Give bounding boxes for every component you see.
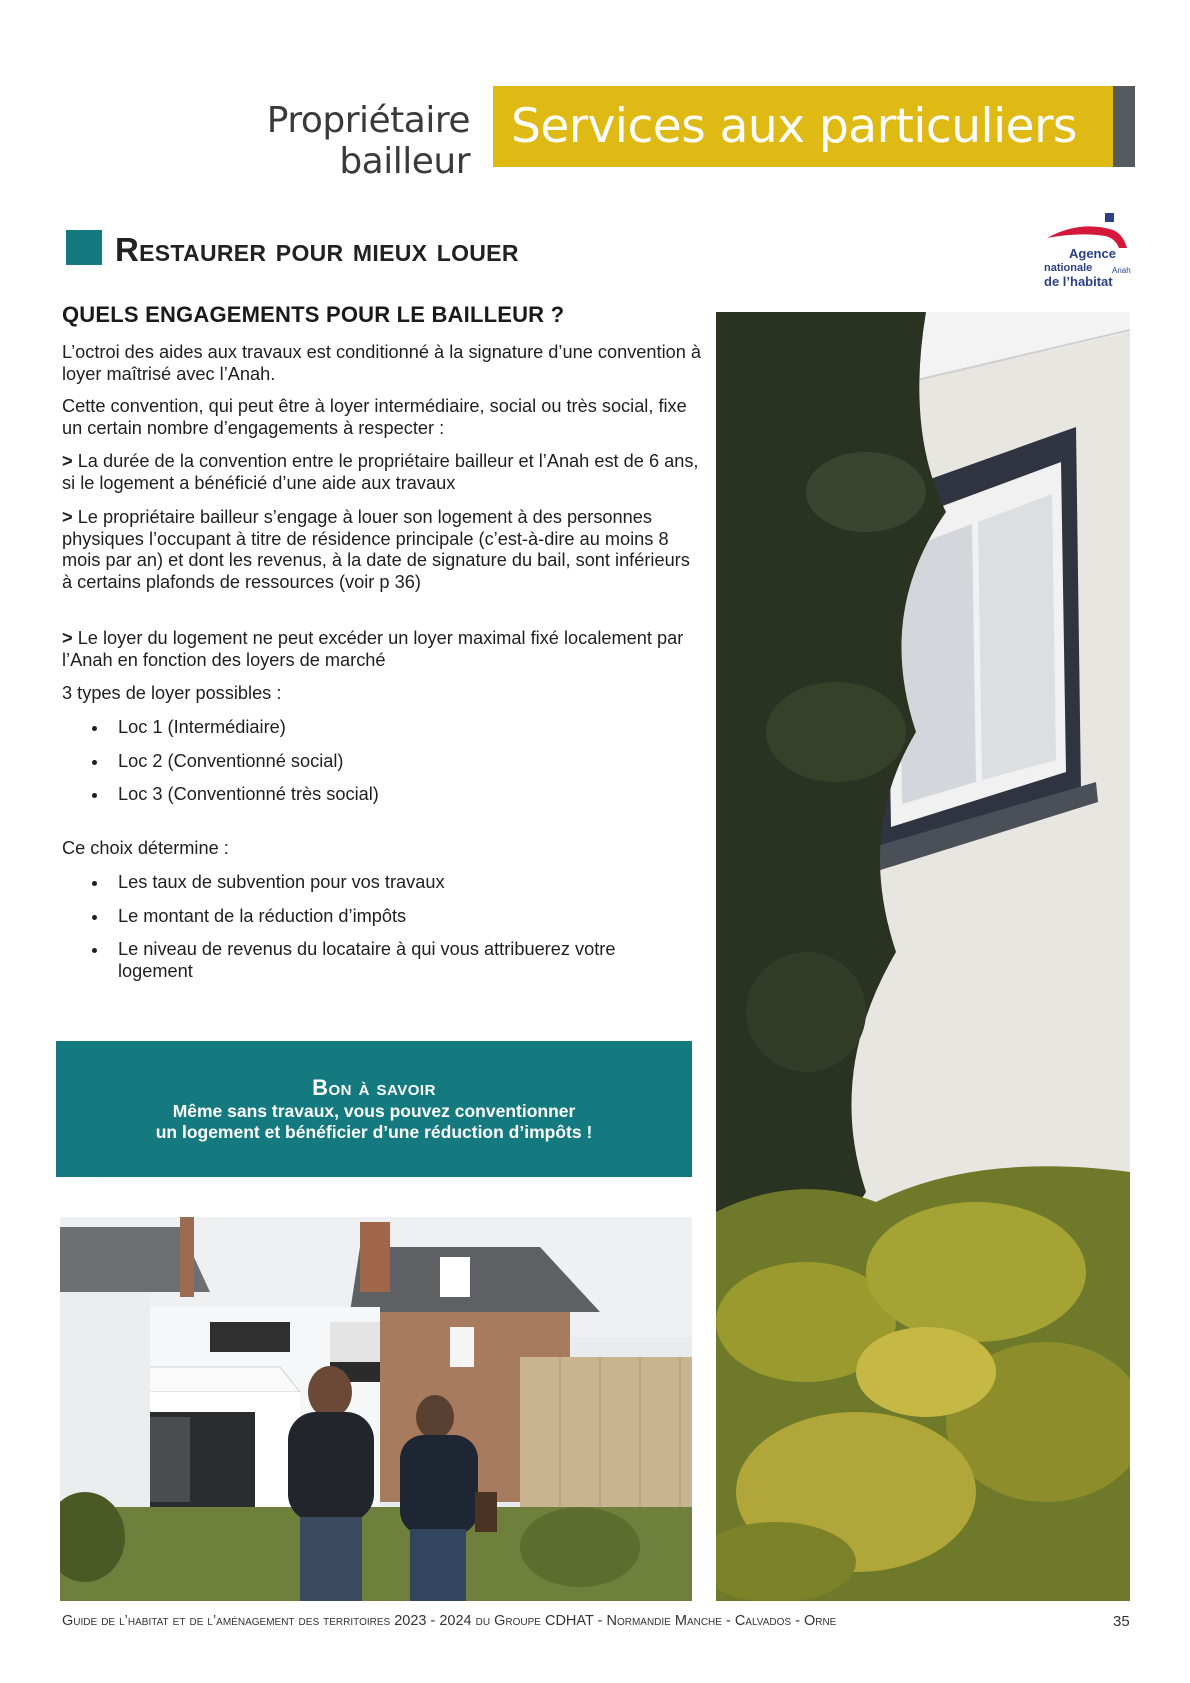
facade-photo-image [716, 312, 1130, 1601]
types-intro: 3 types de loyer possibles : [62, 683, 282, 703]
paragraph-5 [62, 628, 702, 671]
paragraph-5-text: Le loyer du logement ne peut excéder un loyer maximal fixé localement par l’Anah en fonction des loyers de marché [62, 628, 684, 670]
logo-line-3: Anah [1112, 266, 1131, 275]
list-item: Les taux de subvention pour vos travaux [92, 872, 692, 894]
page-number: 35 [1113, 1613, 1130, 1630]
logo-line-4: de l’habitat [1044, 274, 1113, 289]
choices-list [92, 872, 692, 994]
info-box [56, 1041, 692, 1177]
paragraph-3-text: La durée de la convention entre le propriétaire bailleur et l’Anah est de 6 ans, si le logement a bénéficié d’une aide aux travaux [62, 451, 699, 493]
logo-line-2: nationale [1044, 262, 1093, 274]
list-item: Le niveau de revenus du locataire à qui vous attribuerez votre logement [92, 939, 692, 982]
section-title: Restaurer pour mieux louer [115, 231, 519, 268]
info-box-title: Bon à savoir [312, 1075, 436, 1100]
types-list [92, 717, 692, 818]
marker: > [62, 628, 73, 648]
header-banner [493, 86, 1130, 167]
marker: > [62, 507, 73, 527]
list-item: Loc 2 (Conventionné social) [92, 751, 692, 773]
house-photo [60, 1217, 692, 1601]
anah-logo [1035, 208, 1135, 288]
banner-edge-bar [1113, 86, 1135, 167]
question-heading: QUELS ENGAGEMENTS POUR LE BAILLEUR ? [62, 302, 565, 327]
choice-intro: Ce choix détermine : [62, 838, 229, 858]
paragraph-1: L’octroi des aides aux travaux est conditionné à la signature d’une convention à loyer maîtrisé avec l’Anah. [62, 342, 702, 384]
paragraph-2: Cette convention, qui peut être à loyer intermédiaire, social ou très social, fixe un certain nombre d’engagements à respecter : [62, 396, 687, 438]
banner-title: Services aux particuliers [511, 99, 1077, 154]
info-box-line-2: un logement et bénéficier d’une réduction d’impôts ! [155, 1122, 593, 1142]
facade-photo [716, 312, 1130, 1601]
logo-line-1: Agence [1069, 246, 1116, 261]
header-left-title: Propriétaire bailleur [266, 100, 470, 182]
list-item: Loc 3 (Conventionné très social) [92, 784, 692, 806]
list-item: Loc 1 (Intermédiaire) [92, 717, 692, 739]
paragraph-4 [62, 507, 702, 593]
section-square-marker [66, 230, 102, 265]
marker: > [62, 451, 73, 471]
list-item: Le montant de la réduction d’impôts [92, 906, 692, 928]
paragraph-4-text: Le propriétaire bailleur s’engage à louer son logement à des personnes physiques l’occupant à titre de résidence principale (c’est-à-dire au moins 8 mois par an) et dont les revenus, à la date de signature du bail, sont inférieurs à certains plafonds de ressources (voir p 36) [62, 507, 690, 592]
footer-text: Guide de l’habitat et de l’aménagement des territoires 2023 - 2024 du Groupe CDHAT - Normandie Manche - Calvados - Orne [62, 1613, 837, 1629]
info-box-line-1: Même sans travaux, vous pouvez conventionner [172, 1101, 576, 1121]
paragraph-3 [62, 451, 702, 494]
house-photo-image [60, 1217, 692, 1601]
